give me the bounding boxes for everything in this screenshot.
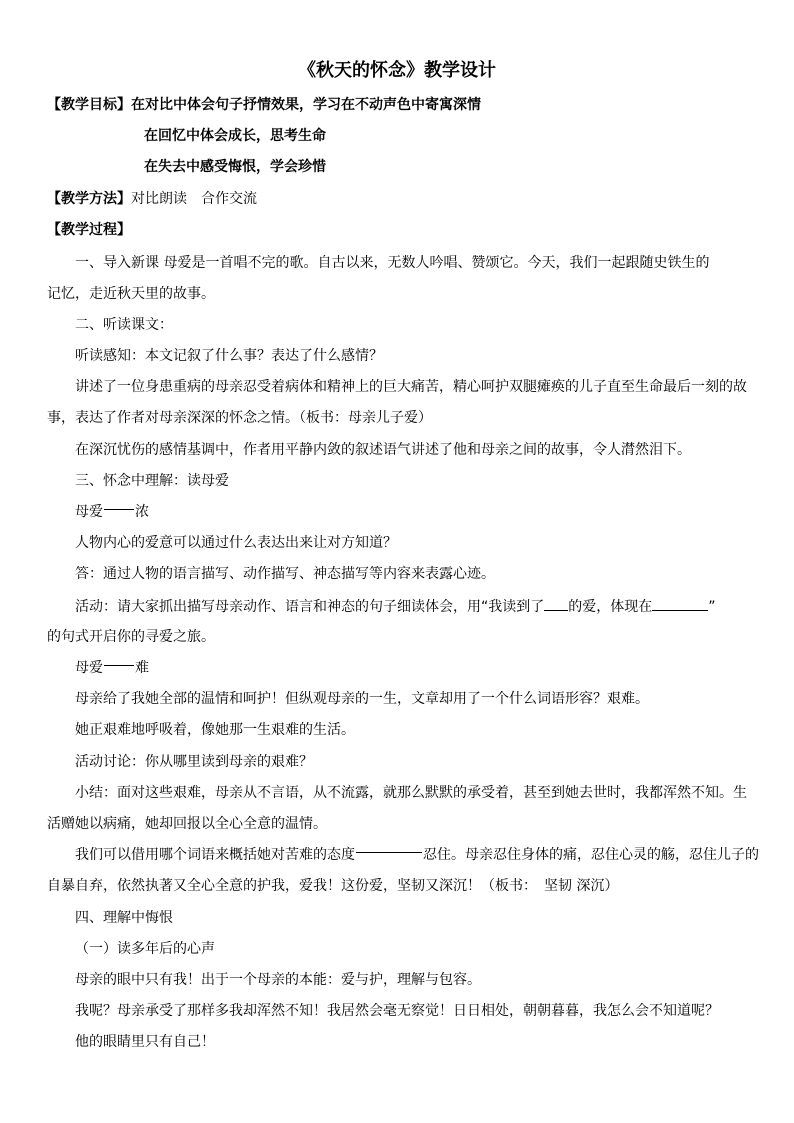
goals-label: 【教学目标】 bbox=[47, 97, 131, 113]
para-answer-2: 答：通过人物的语言描写、动作描写、神态描写等内容来表露心迹。 bbox=[75, 566, 495, 582]
para-quote-breathing: 她正艰难地呼吸着，像她那一生艰难的生活。 bbox=[75, 722, 355, 738]
goal-item-3: 在失去中感受悔恨，学会珍惜 bbox=[144, 159, 326, 175]
fill-blank-1 bbox=[544, 596, 568, 611]
section-heading-3: 三、怀念中理解：读母爱 bbox=[75, 473, 229, 489]
para-summary-line-2: 活赠她以病痛，她却回报以全心全意的温情。 bbox=[47, 816, 327, 832]
para-endure-line-2: 自暴自弃，依然执著又全心全意的护我，爱我！这份爱，坚韧又深沉！（板书： 坚韧 深沉） bbox=[47, 878, 619, 894]
section-heading-2: 二、听读课文： bbox=[75, 317, 173, 333]
goal-item-2: 在回忆中体会成长，思考生命 bbox=[144, 128, 326, 144]
para-activity-line-2: 的句式开启你的寻爱之旅。 bbox=[47, 629, 215, 645]
subheading-love-hard-tail: 难 bbox=[135, 660, 149, 676]
goals-line-1 bbox=[47, 95, 747, 115]
methods-text: 对比朗读 合作交流 bbox=[131, 191, 257, 207]
subsection-heading-1: （一）读多年后的心声 bbox=[75, 941, 215, 957]
section-heading-4: 四、理解中悔恨 bbox=[75, 910, 173, 926]
para-summary-line-1: 小结：面对这些艰难，母亲从不言语，从不流露，就那么默默的承受着，甚至到她去世时，我都浑然不知。生 bbox=[75, 785, 747, 801]
activity-text-2: 的爱，体现在 bbox=[568, 599, 653, 615]
para-endure-line-1 bbox=[75, 845, 775, 865]
subheading-love-strong-head: 母爱 bbox=[75, 504, 103, 520]
para-his-eyes: 他的眼睛里只有自己！ bbox=[75, 1034, 215, 1050]
fill-blank-2 bbox=[652, 596, 708, 611]
methods-line bbox=[47, 189, 747, 209]
para-question-1: 听读感知：本文记叙了什么事？表达了什么感情？ bbox=[75, 348, 383, 364]
para-question-2: 人物内心的爱意可以通过什么表达出来让对方知道？ bbox=[75, 535, 397, 551]
activity-text-1: 活动：请大家抓出描写母亲动作、语言和神态的句子细读体会，用“我读到了 bbox=[75, 599, 545, 615]
subheading-love-hard bbox=[75, 658, 775, 678]
subheading-love-strong-tail: 浓 bbox=[135, 504, 149, 520]
dash-separator bbox=[104, 665, 134, 666]
methods-label: 【教学方法】 bbox=[47, 191, 131, 207]
para-self-question: 我呢？母亲承受了那样多我却浑然不知！我居然会毫无察觉！日日相处，朝朝暮暮，我怎么会不知道呢？ bbox=[75, 1003, 719, 1019]
para-mother-eyes: 母亲的眼中只有我！出于一个母亲的本能：爱与护，理解与包容。 bbox=[75, 972, 481, 988]
document-title: 《秋天的怀念》教学设计 bbox=[298, 60, 496, 81]
para-activity-line-1 bbox=[75, 596, 775, 617]
para-answer-line-2: 事，表达了作者对母亲深深的怀念之情。（板书：母亲儿子爱） bbox=[47, 410, 432, 426]
activity-text-3: ” bbox=[708, 599, 716, 615]
para-tone: 在深沉忧伤的感情基调中，作者用平静内敛的叙述语气讲述了他和母亲之间的故事，令人潸然泪下。 bbox=[75, 442, 691, 458]
endure-text-1: 我们可以借用哪个词语来概括她对苦难的态度 bbox=[75, 847, 355, 863]
goal-item-1: 在对比中体会句子抒情效果，学习在不动声色中寄寓深情 bbox=[131, 97, 481, 113]
para-intro-line-1: 一、导入新课 母爱是一首唱不完的歌。自古以来，无数人吟唱、赞颂它。今天，我们一起跟随史铁生的 bbox=[75, 255, 710, 271]
para-hardship-question: 母亲给了我她全部的温情和呵护！但纵观母亲的一生，文章却用了一个什么词语形容？艰难。 bbox=[75, 691, 649, 707]
dash-separator-long bbox=[356, 852, 422, 853]
para-discussion: 活动讨论：你从哪里读到母亲的艰难？ bbox=[75, 754, 313, 770]
endure-text-2: 忍住。母亲忍住身体的痛，忍住心灵的觞，忍住儿子的 bbox=[423, 847, 759, 863]
para-intro-line-2: 记忆，走近秋天里的故事。 bbox=[47, 286, 215, 302]
para-answer-line-1: 讲述了一位身患重病的母亲忍受着病体和精神上的巨大痛苦，精心呵护双腿瘫痪的儿子直至生命最后一刻的故 bbox=[75, 379, 747, 395]
subheading-love-strong bbox=[75, 502, 775, 522]
subheading-love-hard-head: 母爱 bbox=[75, 660, 103, 676]
dash-separator bbox=[104, 509, 134, 510]
process-label: 【教学过程】 bbox=[47, 222, 131, 238]
